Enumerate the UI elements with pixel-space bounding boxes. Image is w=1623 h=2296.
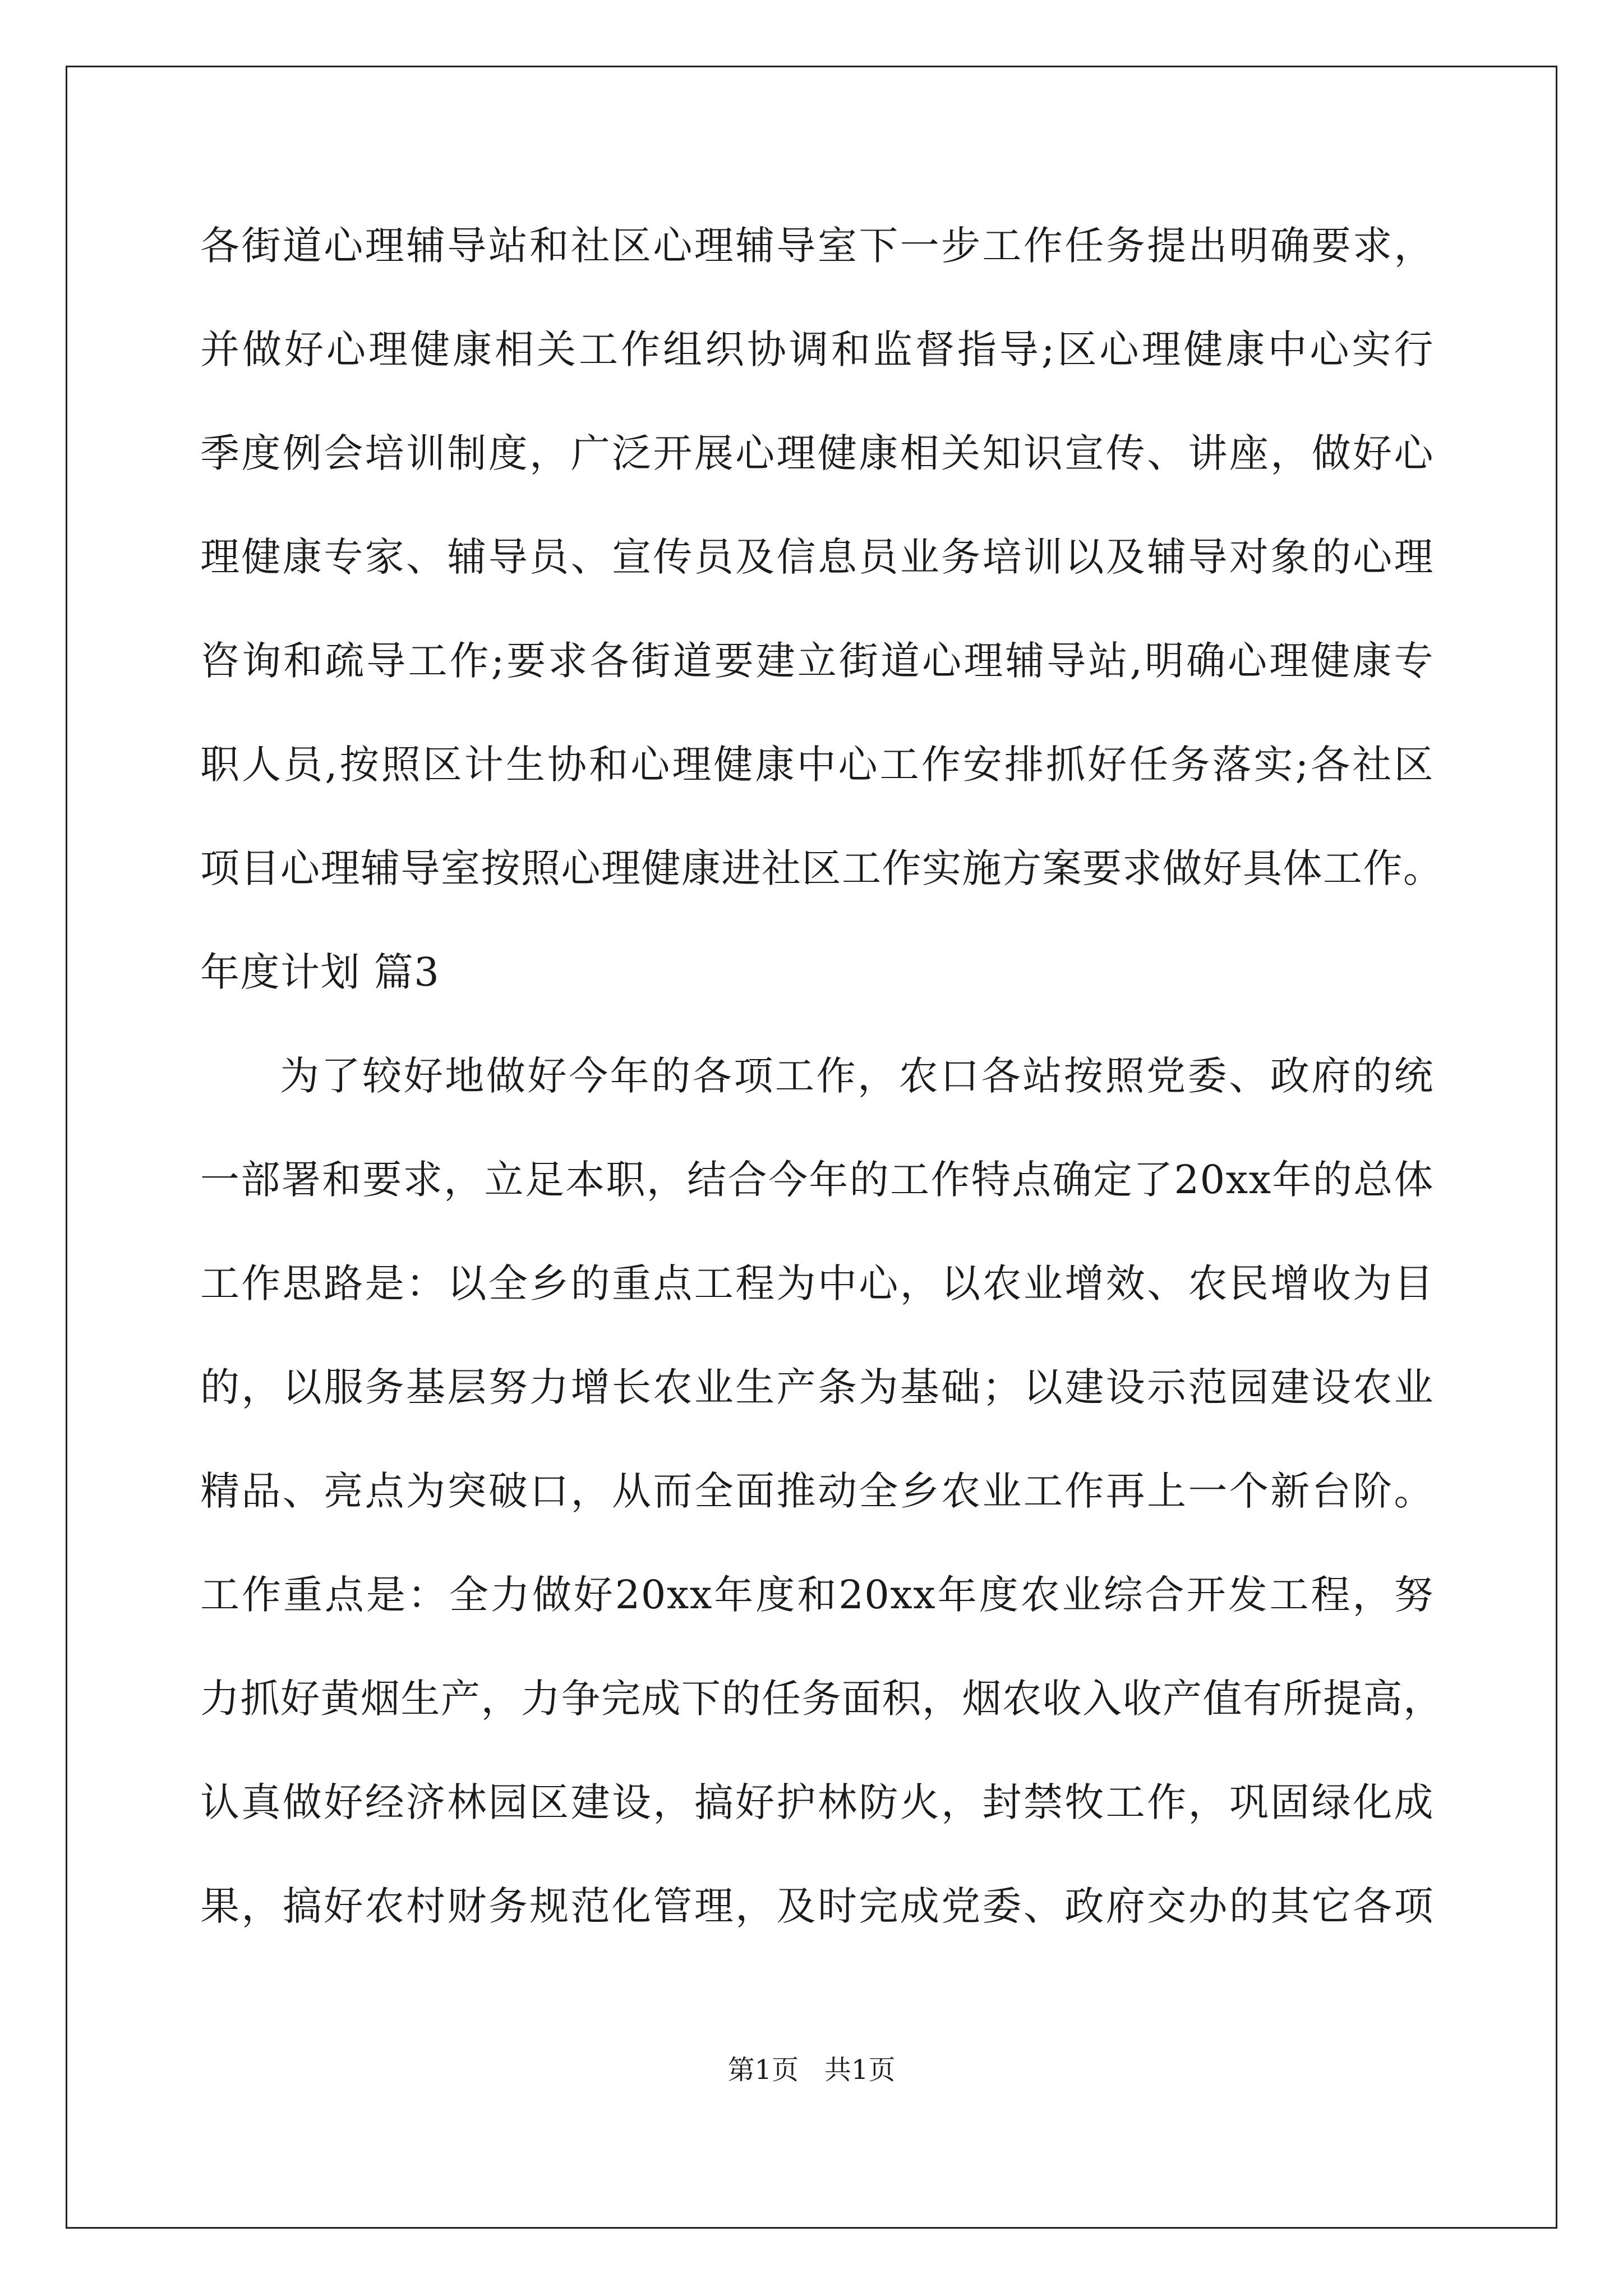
paragraph-line: 季度例会培训制度，广泛开展心理健康相关知识宣传、讲座，做好心 [200,430,1434,476]
paragraph-line: 项目心理辅导室按照心理健康进社区工作实施方案要求做好具体工作。 [200,845,1444,891]
paragraph-line: 一部署和要求，立足本职，结合今年的工作特点确定了20xx年的总体 [200,1157,1434,1203]
paragraph-line: 理健康专家、辅导员、宣传员及信息员业务培训以及辅导对象的心理 [200,534,1434,580]
document-body [200,222,1444,1986]
paragraph-line: 各街道心理辅导站和社区心理辅导室下一步工作任务提出明确要求， [200,223,1434,269]
paragraph-line: 并做好心理健康相关工作组织协调和监督指导;区心理健康中心实行 [200,326,1434,372]
paragraph-line: 职人员,按照区计生协和心理健康中心工作安排抓好任务落实;各社区 [200,742,1434,788]
paragraph-line: 工作思路是：以全乡的重点工程为中心，以农业增效、农民增收为目 [200,1260,1434,1306]
paragraph-line: 工作重点是：全力做好20xx年度和20xx年度农业综合开发工程，努 [200,1572,1434,1618]
section-heading: 年度计划 篇3 [200,949,440,995]
page-number-footer: 第1页 共1页 [727,2054,896,2086]
paragraph-line: 精品、亮点为突破口，从而全面推动全乡农业工作再上一个新台阶。 [200,1468,1434,1514]
paragraph-line: 为了较好地做好今年的各项工作，农口各站按照党委、政府的统 [280,1053,1434,1099]
paragraph-line: 认真做好经济林园区建设，搞好护林防火，封禁牧工作，巩固绿化成 [200,1779,1434,1825]
paragraph-line: 果，搞好农村财务规范化管理，及时完成党委、政府交办的其它各项 [200,1883,1434,1929]
paragraph-line: 力抓好黄烟生产，力争完成下的任务面积，烟农收入收产值有所提高， [200,1676,1444,1722]
paragraph-line: 的，以服务基层努力增长农业生产条为基础；以建设示范园建设农业 [200,1364,1434,1410]
paragraph-line: 咨询和疏导工作;要求各街道要建立街道心理辅导站,明确心理健康专 [200,638,1434,684]
